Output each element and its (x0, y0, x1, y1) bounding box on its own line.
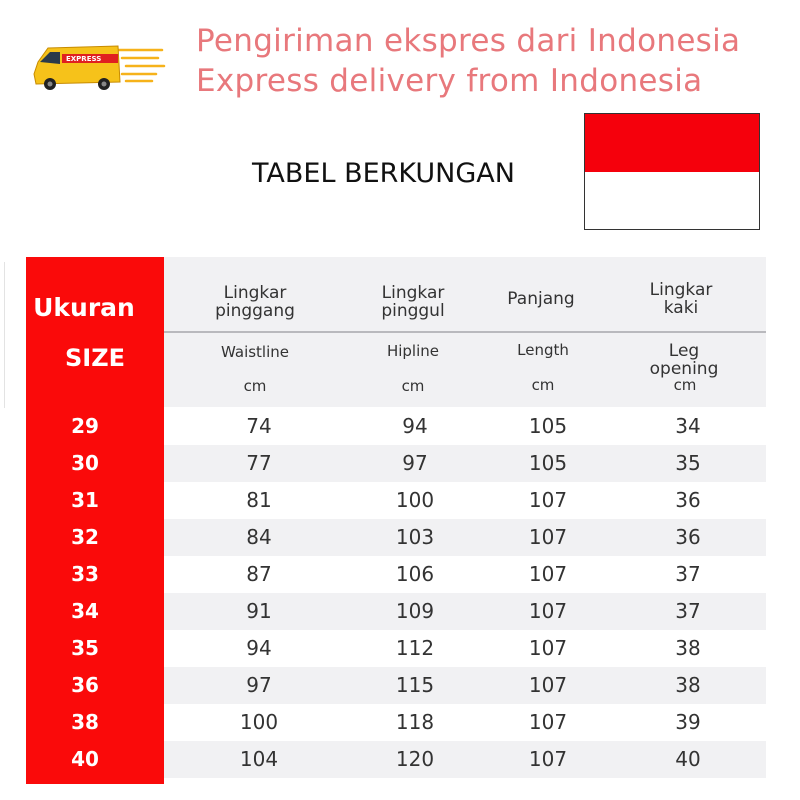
size-value: 29 (71, 414, 99, 438)
flag-white-stripe (585, 172, 759, 230)
hip-value: 106 (395, 562, 435, 586)
svg-text:EXPRESS: EXPRESS (66, 55, 102, 63)
table-row (164, 556, 766, 593)
size-value: 35 (71, 636, 99, 660)
size-column (26, 257, 164, 784)
length-value: 107 (528, 636, 568, 660)
waist-value: 87 (246, 562, 272, 586)
waist-value: 74 (246, 414, 272, 438)
hip-value: 97 (402, 451, 428, 475)
size-header-indonesian: Ukuran (33, 293, 135, 322)
length-value: 105 (528, 414, 568, 438)
table-row (164, 482, 766, 519)
leg-value: 35 (675, 451, 701, 475)
waist-value: 77 (246, 451, 272, 475)
waist-value: 100 (239, 710, 279, 734)
col-hip-name-id: Lingkar pinggul (381, 283, 445, 321)
leg-value: 40 (675, 747, 701, 771)
length-value: 105 (528, 451, 568, 475)
table-row (164, 741, 766, 778)
size-value: 32 (71, 525, 99, 549)
length-value: 107 (528, 673, 568, 697)
leg-value: 39 (675, 710, 701, 734)
headline-english: Express delivery from Indonesia (196, 63, 703, 99)
size-value: 31 (71, 488, 99, 512)
waist-value: 81 (246, 488, 272, 512)
indonesia-flag-icon (584, 113, 760, 230)
hip-value: 100 (395, 488, 435, 512)
length-value: 107 (528, 710, 568, 734)
waist-value: 84 (246, 525, 272, 549)
col-leg-name-en: Leg opening (649, 341, 719, 379)
table-row (164, 667, 766, 704)
size-value: 38 (71, 710, 99, 734)
hip-value: 109 (395, 599, 435, 623)
col-leg-name-id: Lingkar kaki (649, 280, 713, 318)
leg-value: 38 (675, 673, 701, 697)
leg-value: 36 (675, 525, 701, 549)
col-length-name-id: Panjang (507, 289, 575, 309)
size-value: 30 (71, 451, 99, 475)
col-leg-unit: cm (673, 376, 697, 394)
col-hip-unit: cm (401, 377, 425, 395)
waist-value: 97 (246, 673, 272, 697)
leg-value: 37 (675, 599, 701, 623)
col-length-unit: cm (531, 376, 555, 394)
hip-value: 103 (395, 525, 435, 549)
table-row (164, 445, 766, 482)
headline-indonesian: Pengiriman ekspres dari Indonesia (196, 23, 741, 59)
leg-value: 34 (675, 414, 701, 438)
size-value: 34 (71, 599, 99, 623)
hip-value: 115 (395, 673, 435, 697)
length-value: 107 (528, 599, 568, 623)
leg-value: 36 (675, 488, 701, 512)
table-row (164, 519, 766, 556)
length-value: 107 (528, 562, 568, 586)
length-value: 107 (528, 488, 568, 512)
table-row (164, 630, 766, 667)
leg-value: 37 (675, 562, 701, 586)
col-waist-name-id: Lingkar pinggang (215, 283, 295, 321)
length-value: 107 (528, 525, 568, 549)
hip-value: 94 (402, 414, 428, 438)
size-value: 36 (71, 673, 99, 697)
table-row (164, 593, 766, 630)
leg-value: 38 (675, 636, 701, 660)
length-value: 107 (528, 747, 568, 771)
size-header-english: SIZE (64, 344, 125, 372)
hip-value: 118 (395, 710, 435, 734)
col-waist-unit: cm (243, 377, 267, 395)
col-length-name-en: Length (517, 341, 569, 359)
size-value: 33 (71, 562, 99, 586)
table-row (164, 408, 766, 445)
waist-value: 104 (239, 747, 279, 771)
delivery-van-icon (26, 40, 166, 92)
waist-value: 91 (246, 599, 272, 623)
table-title: TABEL BERKUNGAN (252, 158, 515, 189)
flag-red-stripe (585, 114, 759, 172)
waist-value: 94 (246, 636, 272, 660)
table-row (164, 704, 766, 741)
col-waist-name-en: Waistline (221, 343, 289, 361)
divider (4, 262, 5, 408)
hip-value: 112 (395, 636, 435, 660)
size-value: 40 (71, 747, 99, 771)
col-hip-name-en: Hipline (386, 342, 440, 360)
hip-value: 120 (395, 747, 435, 771)
